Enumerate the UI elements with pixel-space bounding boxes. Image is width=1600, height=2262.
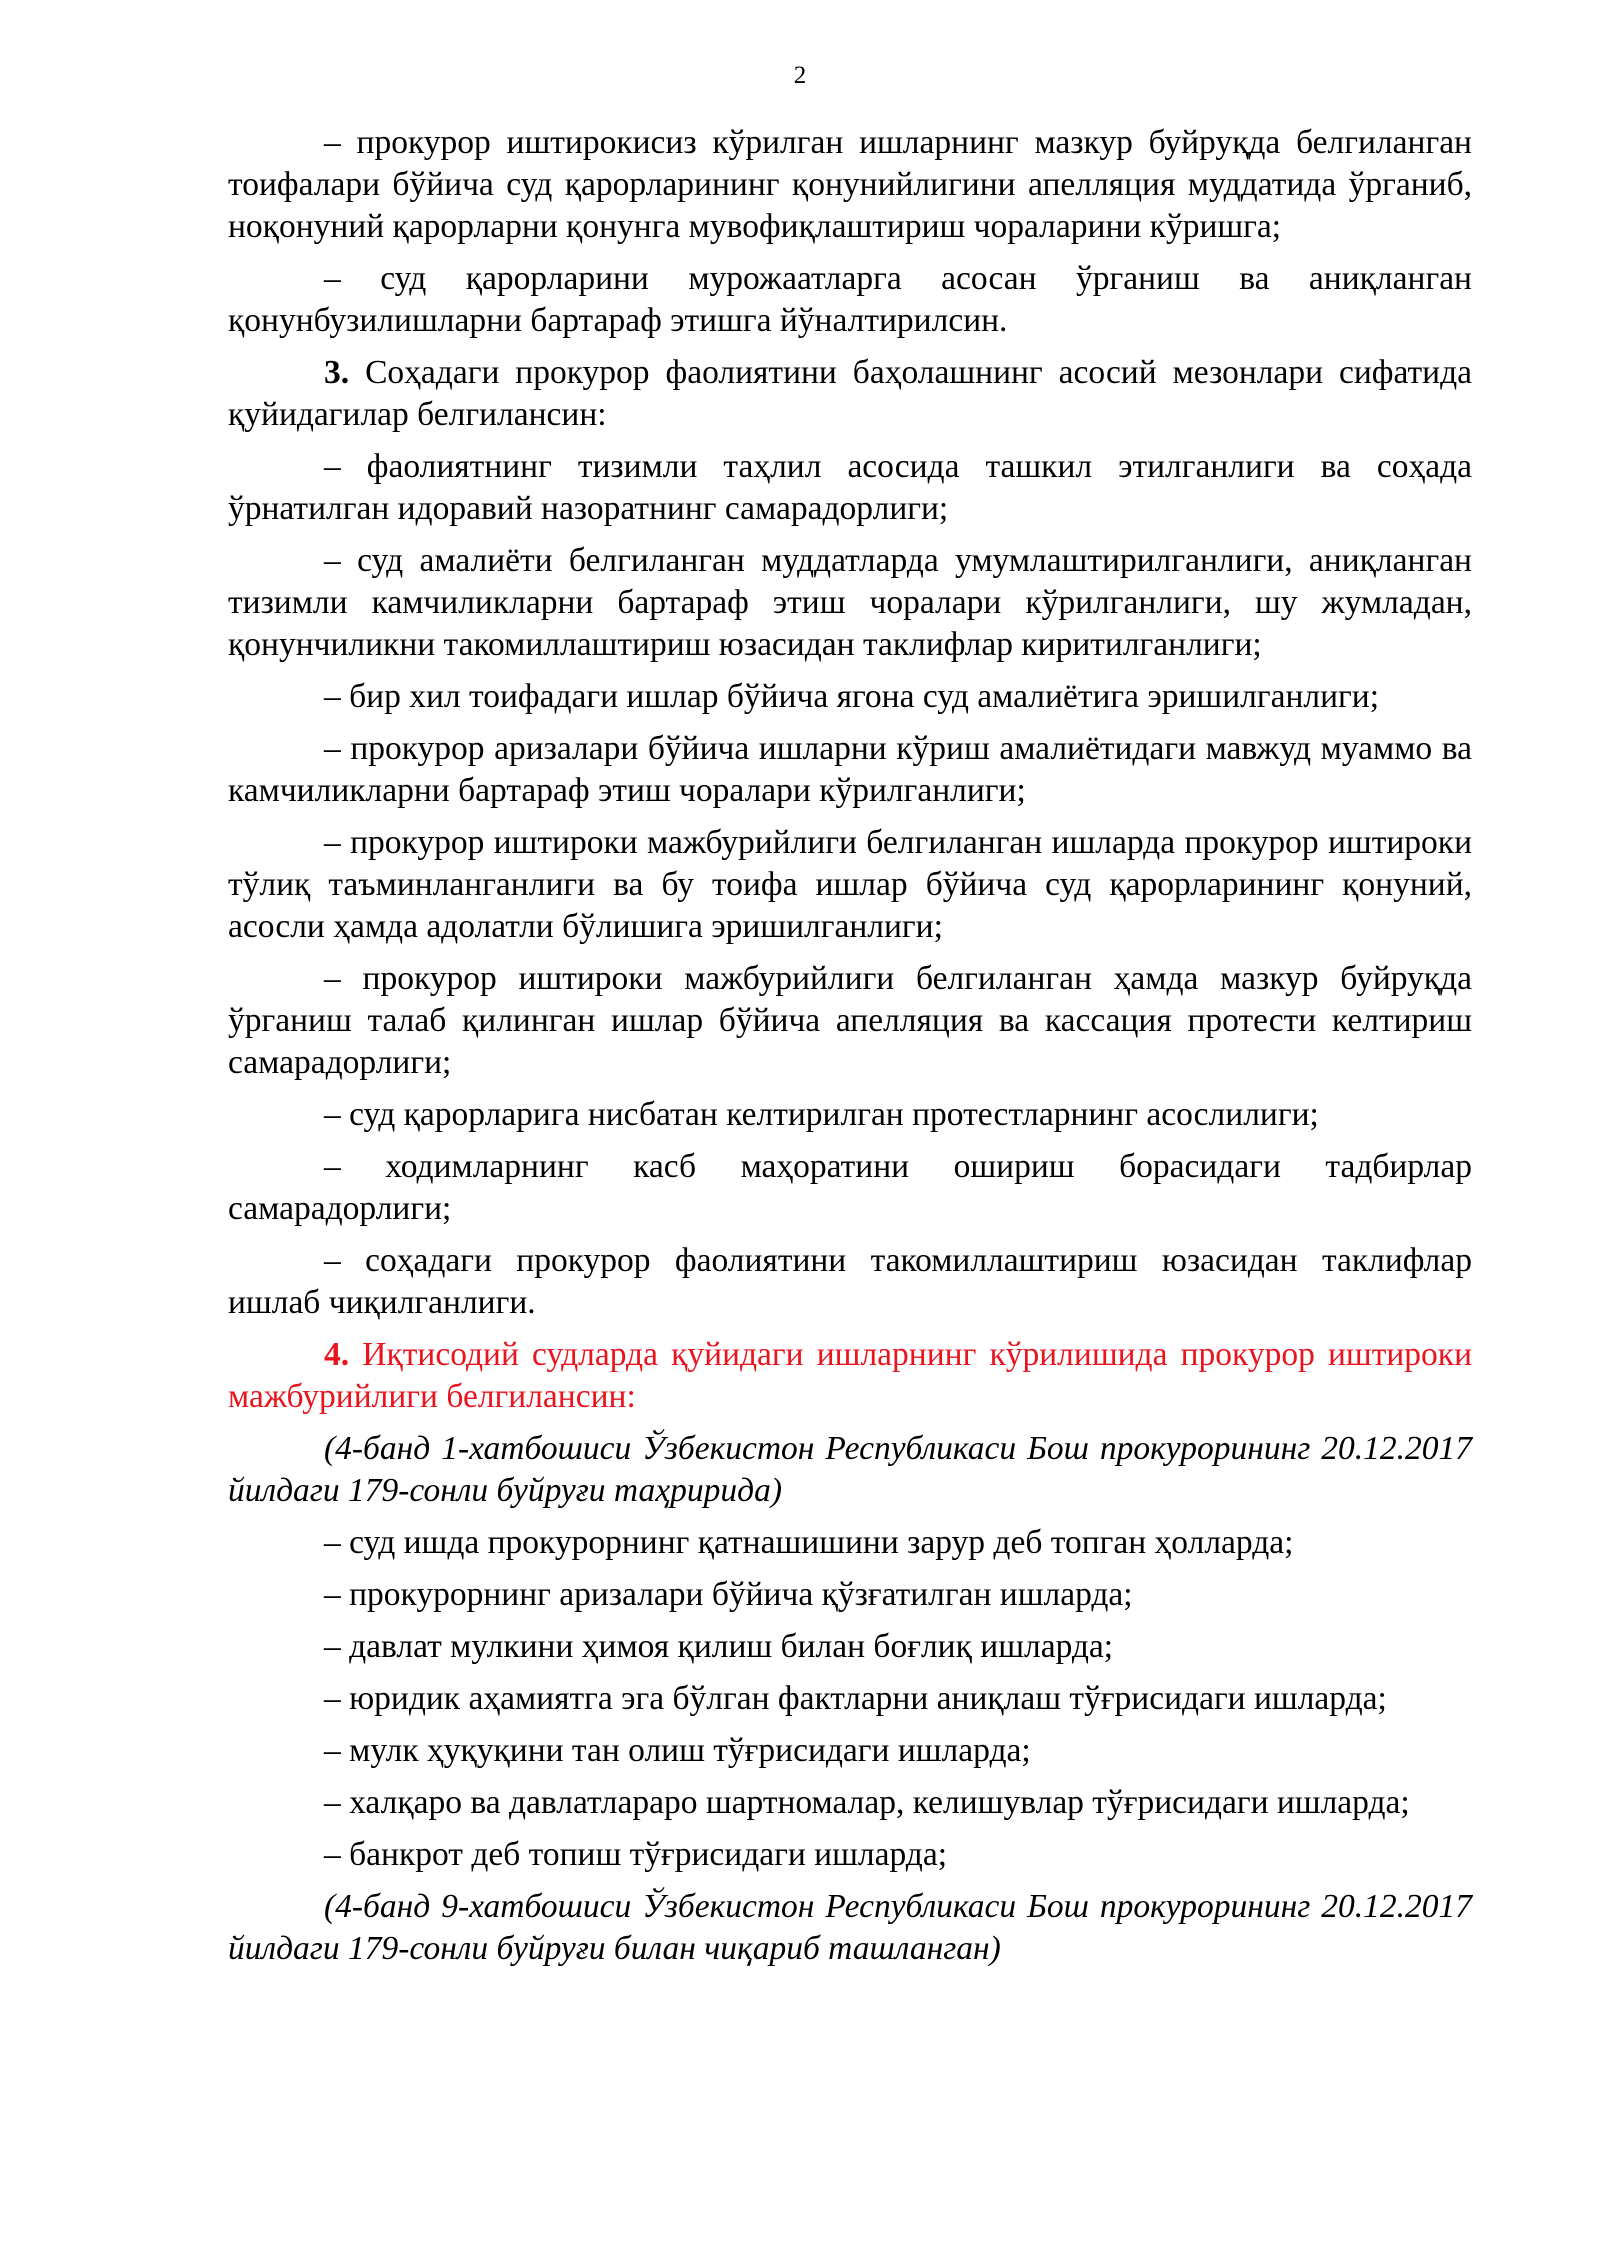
section-3-item: – фаолиятнинг тизимли таҳлил асосида ташкил этилганлиги ва соҳада ўрнатилган идоравий назоратнинг самарадорлиги; xyxy=(228,448,1472,527)
section-3-item: – прокурор иштироки мажбурийлиги белгиланган ҳамда мазкур буйруқда ўрганиш талаб қилинган ишлар бўйича апелляция ва кассация протести келтириш самарадорлиги; xyxy=(228,960,1472,1081)
section-4-item: – прокурорнинг аризалари бўйича қўзғатилган ишларда; xyxy=(324,1576,1133,1613)
section-3-item: – ходимларнинг касб маҳоратини ошириш борасидаги тадбирлар самарадорлиги; xyxy=(228,1148,1472,1227)
section-4-item: – банкрот деб топиш тўғрисидаги ишларда; xyxy=(324,1836,948,1873)
amendment-note: (4-банд 9-хатбошиси Ўзбекистон Республикаси Бош прокурорининг 20.12.2017 йилдаги 179-сонли буйруғи билан чиқариб ташланган) xyxy=(228,1888,1472,1967)
paragraph: – прокурор иштирокисиз кўрилган ишларнинг мазкур буйруқда белгиланган тоифалари бўйича суд қарорларининг қонунийлигини апелляция муддатида ўрганиб, ноқонуний қарорларни қонунга мувофиқлаштириш чораларини кўришга; xyxy=(228,124,1472,245)
section-3-item: – соҳадаги прокурор фаолиятини такомиллаштириш юзасидан таклифлар ишлаб чиқилганлиги. xyxy=(228,1242,1472,1321)
section-3-item: – суд амалиёти белгиланган муддатларда умумлаштирилганлиги, аниқланган тизимли камчиликларни бартараф этиш чоралари кўрилганлиги, шу жумладан, қонунчиликни такомиллаштириш юзасидан таклифлар киритилганлиги; xyxy=(228,542,1472,663)
section-4-number: 4. xyxy=(324,1336,350,1373)
section-3-item: – суд қарорларига нисбатан келтирилган протестларнинг асослилиги; xyxy=(324,1096,1319,1133)
section-4-item: – юридик аҳамиятга эга бўлган фактларни аниқлаш тўғрисидаги ишларда; xyxy=(324,1680,1387,1717)
section-3-number: 3. xyxy=(324,354,350,391)
section-3-heading xyxy=(228,352,1472,436)
section-4-item: – суд ишда прокурорнинг қатнашишини зарур деб топган ҳолларда; xyxy=(324,1524,1294,1561)
section-3-item: – прокурор иштироки мажбурийлиги белгиланган ишларда прокурор иштироки тўлиқ таъминланганлиги ва бу тоифа ишлар бўйича суд қарорларининг қонуний, асосли ҳамда адолатли бўлишига эришилганлиги; xyxy=(228,824,1472,945)
amendment-note: (4-банд 1-хатбошиси Ўзбекистон Республикаси Бош прокурорининг 20.12.2017 йилдаги 179-сонли буйруғи таҳририда) xyxy=(228,1430,1472,1509)
section-4-heading xyxy=(228,1334,1472,1418)
section-4-text: Иқтисодий судларда қуйидаги ишларнинг кўрилишида прокурор иштироки мажбурийлиги белгилансин: xyxy=(228,1336,1472,1415)
section-3-item: – бир хил тоифадаги ишлар бўйича ягона суд амалиётига эришилганлиги; xyxy=(324,678,1380,715)
paragraph: – суд қарорларини мурожаатларга асосан ўрганиш ва аниқланган қонунбузилишларни бартараф этишга йўналтирилсин. xyxy=(228,260,1472,339)
section-4-item: – халқаро ва давлатлараро шартномалар, келишувлар тўғрисидаги ишларда; xyxy=(324,1784,1410,1821)
section-3-text: Соҳадаги прокурор фаолиятини баҳолашнинг асосий мезонлари сифатида қуйидагилар белгилансин: xyxy=(228,354,1472,433)
section-4-item: – давлат мулкини ҳимоя қилиш билан боғлиқ ишларда; xyxy=(324,1628,1114,1665)
section-3-item: – прокурор аризалари бўйича ишларни кўриш амалиётидаги мавжуд муаммо ва камчиликларни бартараф этиш чоралари кўрилганлиги; xyxy=(228,730,1472,809)
page-number: 2 xyxy=(793,62,807,89)
section-4-item: – мулк ҳуқуқини тан олиш тўғрисидаги ишларда; xyxy=(324,1732,1031,1769)
